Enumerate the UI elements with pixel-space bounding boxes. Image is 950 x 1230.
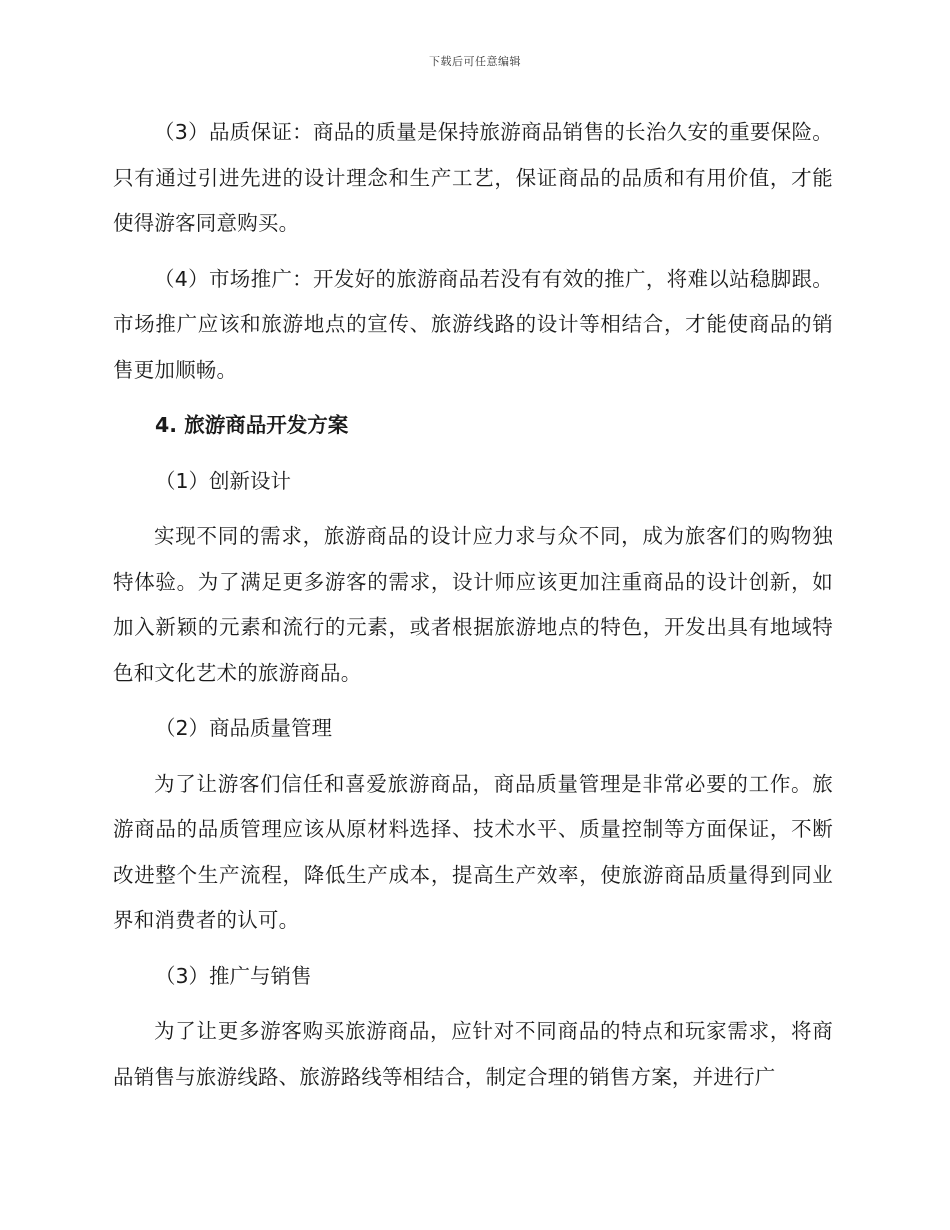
paragraph-promotion-sales: 为了让更多游客购买旅游商品，应针对不同商品的特点和玩家需求，将商品销售与旅游线路、旅游路线等相结合，制定合理的销售方案，并进行广 — [113, 1019, 833, 1089]
section-heading: 4. 旅游商品开发方案 — [155, 413, 349, 437]
paragraph-quality-assurance: （3）品质保证：商品的质量是保持旅游商品销售的长治久安的重要保险。只有通过引进先进的设计理念和生产工艺，保证商品的品质和有用价值，才能使得游客同意购买。 — [113, 120, 833, 235]
header-note: 下载后可任意编辑 — [429, 55, 521, 68]
paragraph-market-promotion: （4）市场推广：开发好的旅游商品若没有有效的推广，将难以站稳脚跟。市场推广应该和旅游地点的宣传、旅游线路的设计等相结合，才能使商品的销售更加顺畅。 — [113, 266, 833, 382]
subheading-innovative-design: （1）创新设计 — [155, 468, 292, 493]
paragraph-innovative-design: 实现不同的需求，旅游商品的设计应力求与众不同，成为旅客们的购物独特体验。为了满足更多游客的需求，设计师应该更加注重商品的设计创新，如加入新颖的元素和流行的元素，或者根据旅游地点的特色，开发出具有地域特色和文化艺术的旅游商品。 — [113, 524, 833, 685]
paragraph-quality-management: 为了让游客们信任和喜爱旅游商品，商品质量管理是非常必要的工作。旅游商品的品质管理应该从原材料选择、技术水平、质量控制等方面保证，不断改进整个生产流程，降低生产成本，提高生产效率，使旅游商品质量得到同业界和消费者的认可。 — [113, 771, 833, 932]
subheading-promotion-sales: （3）推广与销售 — [155, 963, 312, 988]
subheading-quality-management: （2）商品质量管理 — [155, 716, 333, 740]
document-body — [113, 110, 833, 1110]
